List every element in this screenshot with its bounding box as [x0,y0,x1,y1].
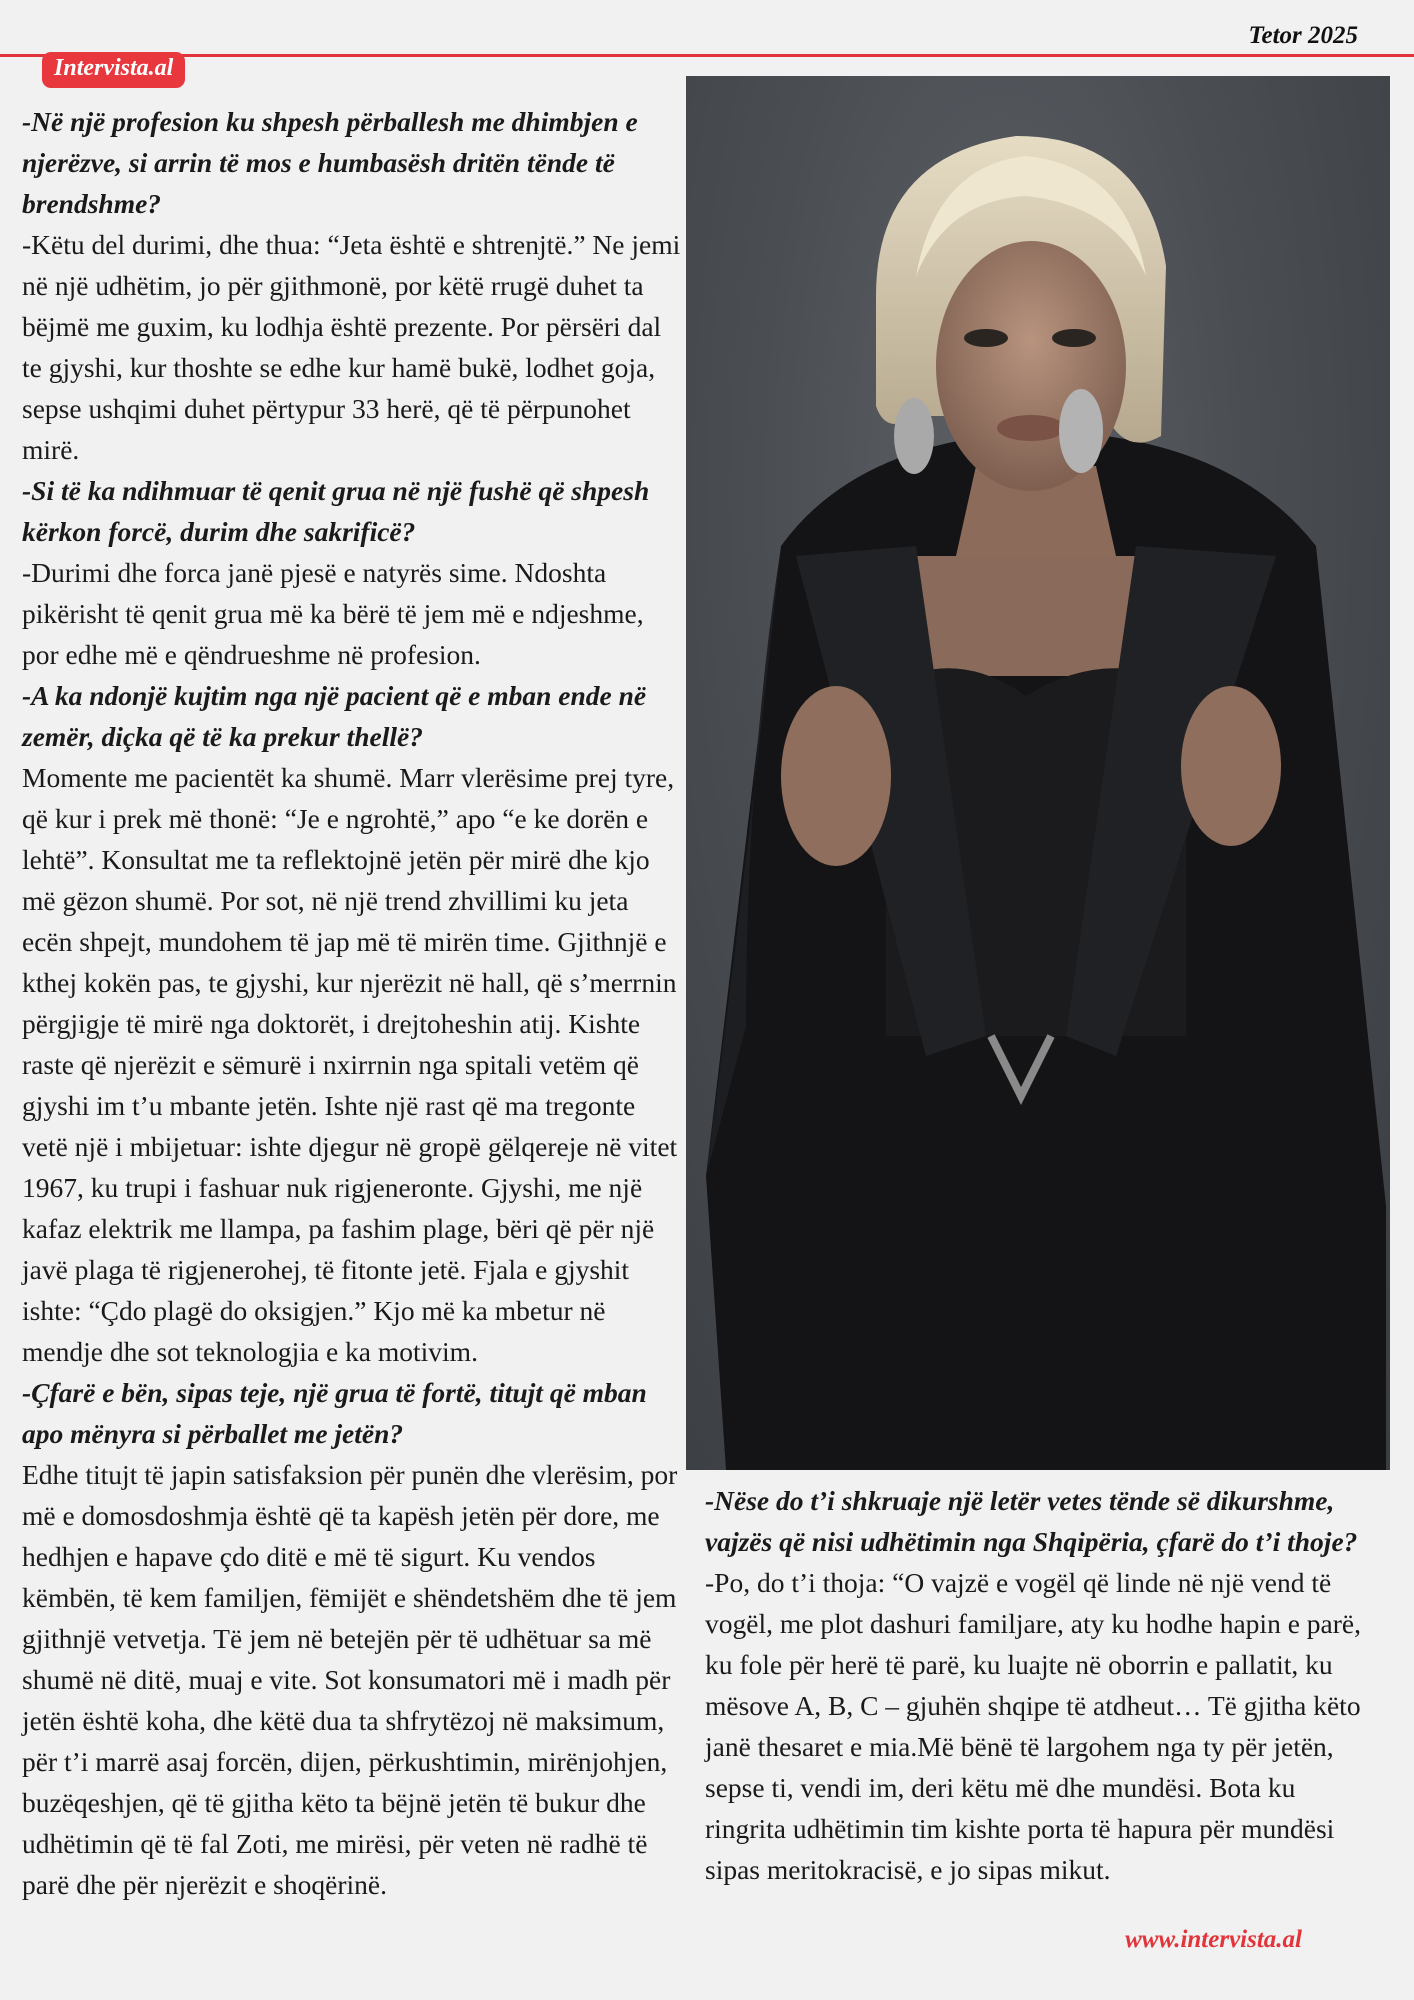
answer-5: -Po, do t’i thoja: “O vajzë e vogël që linde në një vend të vogël, me plot dashuri familjare, aty ku hodhe hapin e parë, ku fole për herë të parë, ku luajte në oborrin e pallatit, ku mësove A, B, C – gjuhën shqipe të atdheut… Të gjitha këto janë thesaret e mia.Më bënë të largohem nga ty për jetën, sepse ti, vendi im, deri këtu më dhe mundësi. Bota ku ringrita udhëtimin tim kishte porta të hapura për mundësi sipas meritokracisë, e jo sipas mikut. [705,1567,1361,1885]
issue-date: Tetor 2025 [1248,22,1358,49]
answer-4: Edhe titujt të japin satisfaksion për punën dhe vlerësim, por më e domosdoshmja është që ta kapësh jetën për dore, me hedhjen e hapave çdo ditë e më të sigurt. Ku vendos këmbën, të kem familjen, fëmijët e shëndetshëm dhe të jem gjithnjë vetvetja. Të jem në betejën për të udhëtuar sa më shumë në ditë, muaj e vite. Sot konsumatori më i madh për jetën është koha, dhe këtë dua ta shfrytëzoj në maksimum, për t’i marrë asaj forcën, dijen, përkushtimin, mirënjohjen, buzëqeshjen, që të gjitha këto ta bëjnë jetën të bukur dhe udhëtimin që të fal Zoti, me mirësi, për veten në radhë të parë dhe për njerëzit e shoqërinë. [22,1459,678,1900]
portrait-photo [686,76,1390,1470]
site-badge[interactable]: Intervista.al [42,52,185,88]
question-4: -Çfarë e bën, sipas teje, një grua të fortë, titujt që mban apo mënyra si përballet me jetën? [22,1377,647,1449]
question-1: -Në një profesion ku shpesh përballesh me dhimbjen e njerëzve, si arrin të mos e humbasësh dritën tënde të brendshme? [22,106,638,219]
header-rule [0,54,1414,57]
footer-website-link[interactable]: www.intervista.al [1125,1926,1302,1953]
answer-1: -Këtu del durimi, dhe thua: “Jeta është e shtrenjtë.” Ne jemi në një udhëtim, jo për gjithmonë, por këtë rrugë duhet ta bëjmë me guxim, ku lodhja është prezente. Por përsëri dal te gjyshi, kur thoshte se edhe kur hamë bukë, lodhet goja, sepse ushqimi duhet përtypur 33 herë, që të përpunohet mirë. [22,229,681,465]
question-3: -A ka ndonjë kujtim nga një pacient që e mban ende në zemër, diçka që të ka prekur thellë? [22,680,647,752]
answer-2: -Durimi dhe forca janë pjesë e natyrës sime. Ndoshta pikërisht të qenit grua më ka bërë të jem më e ndjeshme, por edhe më e qëndrueshme në profesion. [22,557,644,670]
answer-3: Momente me pacientët ka shumë. Marr vlerësime prej tyre, që kur i prek më thonë: “Je e ngrohtë,” apo “e ke dorën e lehtë”. Konsultat me ta reflektojnë jetën për mirë dhe kjo më gëzon shumë. Por sot, në një trend zhvillimi ku jeta ecën shpejt, mundohem të jap më të mirën time. Gjithnjë e kthej kokën pas, te gjyshi, kur njerëzit në hall, që s’merrnin përgjigje të mirë nga doktorët, i drejtoheshin atij. Kishte raste që njerëzit e sëmurë i nxirrnin nga spitali vetëm që gjyshi im t’u mbante jetën. Ishte një rast që ma tregonte vetë një i mbijetuar: ishte djegur në gropë gëlqereje në vitet 1967, ku trupi i fashuar nuk rigjeneronte. Gjyshi, me një kafaz elektrik me llampa, pa fashim plage, bëri që për një javë plaga të rigjenerohej, të fitonte jetë. Fjala e gjyshit ishte: “Çdo plagë do oksigjen.” Kjo më ka mbetur në mendje dhe sot teknologjia e ka motivim. [22,762,678,1367]
article-left-column [22,101,684,1905]
question-5: -Nëse do t’i shkruaje një letër vetes tënde së dikurshme, vajzës që nisi udhëtimin nga Shqipëria, çfarë do t’i thoje? [705,1485,1358,1557]
article-right-column [705,1480,1367,1890]
question-2: -Si të ka ndihmuar të qenit grua në një fushë që shpesh kërkon forcë, durim dhe sakrificë? [22,475,650,547]
